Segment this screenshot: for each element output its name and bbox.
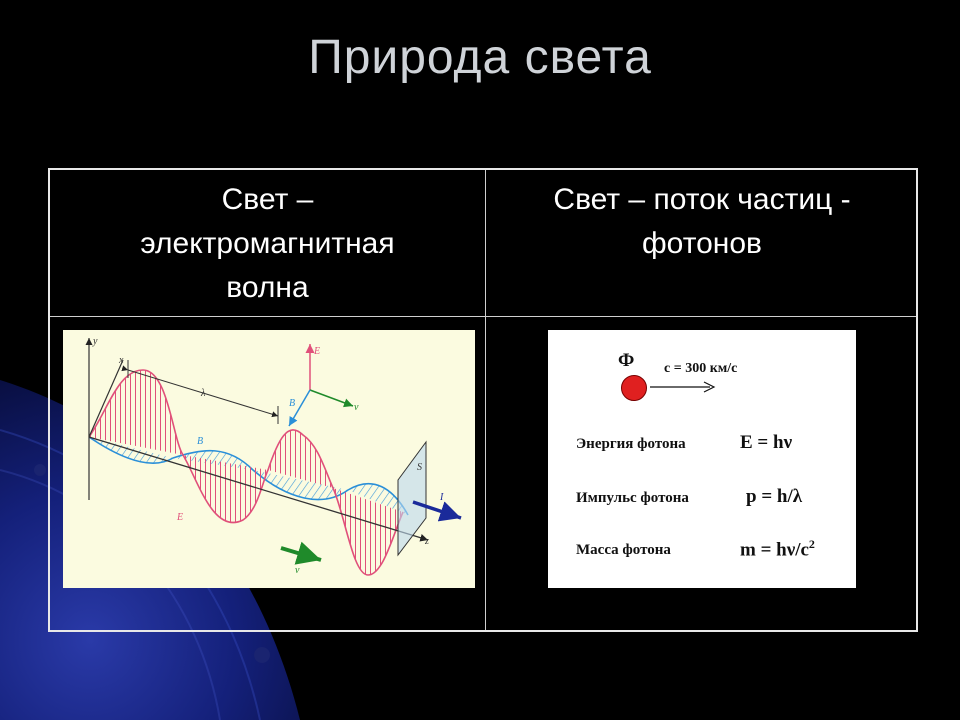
em-wave-diagram (63, 330, 475, 588)
s-label: S (417, 462, 422, 473)
photon-speed: c = 300 км/с (664, 361, 738, 376)
energy-label: Энергия фотона (576, 436, 686, 452)
lambda-label: λ (201, 388, 206, 399)
mass-formula (740, 537, 815, 561)
z-axis-label: z (425, 536, 429, 547)
photon-illustration (548, 330, 856, 588)
b-wave-label: B (197, 436, 204, 447)
v-vector-label: v (354, 402, 359, 413)
wave-header-line-1: Свет – (221, 183, 314, 216)
e-vector-label: E (314, 346, 321, 357)
photon-symbol: Ф (618, 350, 635, 371)
photon-dot (621, 375, 647, 401)
v-vector-arrow (310, 390, 353, 406)
y-axis-label: y (93, 336, 98, 347)
wave-header-line-2: электромагнитная (140, 227, 395, 260)
slide-title: Природа света (308, 31, 652, 84)
wave-header (50, 178, 485, 310)
particle-header-line-2: фотонов (642, 227, 762, 260)
velocity-arrow (281, 548, 321, 560)
mass-label: Масса фотона (576, 542, 671, 558)
x-axis-label: x (119, 355, 124, 366)
particle-header (486, 178, 918, 266)
momentum-label: Импульс фотона (576, 490, 689, 506)
momentum-formula: p = h/λ (746, 486, 803, 507)
energy-formula: E = hν (740, 432, 793, 453)
e-wave-label: E (177, 512, 184, 523)
b-vector-label: B (289, 398, 296, 409)
velocity-label: v (295, 565, 300, 576)
particle-header-line-1: Свет – поток частиц - (553, 183, 851, 216)
i-label: I (440, 492, 444, 503)
photon-motion-arrow (648, 380, 718, 394)
wave-header-line-3: волна (226, 271, 309, 304)
mass-formula-exponent: 2 (808, 537, 815, 551)
mass-formula-text: m = hν/c (740, 539, 809, 561)
em-wave-illustration (63, 330, 475, 588)
table-row-divider (50, 316, 916, 317)
